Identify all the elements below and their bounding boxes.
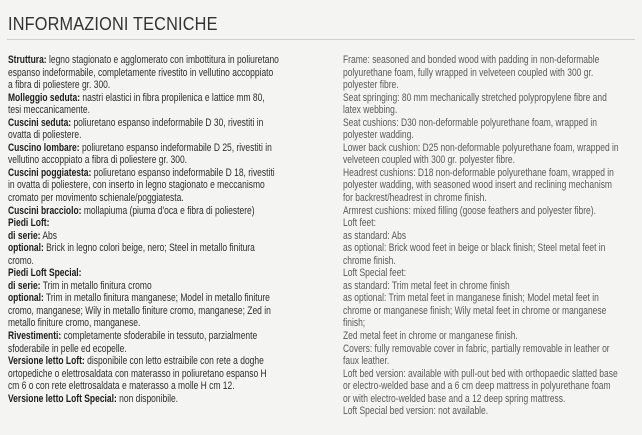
spec-label: di serie: xyxy=(8,229,41,242)
spec-text: poliuretano espanso indeformabile D 30, rivestiti in ovatta di poliestere. xyxy=(8,116,264,142)
spec-text: Abs xyxy=(40,229,58,242)
spec-label: Cuscini poggiatesta: xyxy=(8,166,92,179)
spec-paragraph-it xyxy=(8,393,280,406)
spec-paragraph-en: Loft Special bed version: not available. xyxy=(343,405,489,418)
spec-text: poliuretano espanso indeformabile D 18, rivestiti in ovatta di poliestere, con inserto in legno stagionato e meccanismo cromato per movimento schienale/poggiatesta. xyxy=(8,166,275,205)
spec-paragraph-it xyxy=(8,92,280,117)
spec-paragraph-en: Covers: fully removable cover in fabric, partially removable in leather or faux leather. xyxy=(343,342,610,368)
spec-text: poliuretano espanso indeformabile D 25, rivestiti in vellutino accoppiato a fibra di poliestere gr. 300. xyxy=(8,141,272,167)
spec-paragraph-en: as optional: Brick wood feet in beige or black finish; Steel metal feet in chrome finish. xyxy=(343,242,606,267)
spec-paragraph-en: as standard: Abs xyxy=(343,229,407,242)
spec-paragraph-it xyxy=(8,230,280,243)
spec-paragraph-en: Loft Special feet: xyxy=(343,267,407,280)
spec-label: di serie: xyxy=(8,279,41,292)
spec-label: Versione letto Loft: xyxy=(8,355,85,368)
spec-paragraph-en: as optional: Trim metal feet in manganese finish; Model metal feet in chrome or manganese finish; Wily metal feet in chrome or manganese finish; xyxy=(343,292,607,330)
spec-label: Piedi Loft: xyxy=(8,217,50,230)
spec-text: Brick in legno colori beige, nero; Steel in metallo finitura cromo. xyxy=(8,242,255,267)
spec-paragraph-en: Lower back cushion: D25 non-deformable polyurethane foam, wrapped in velveteen coupled with 300 gr. polyester fibre. xyxy=(343,141,619,167)
spec-paragraph-it xyxy=(8,54,280,92)
spec-label: Versione letto Loft Special: xyxy=(8,392,117,405)
spec-text: legno stagionato e agglomerato con imbottitura in poliuretano espanso indeformabile, completamente rivestito in vellutino accoppiato a fibra di poliestere gr. 300. xyxy=(8,54,279,92)
italian-specs-column xyxy=(8,54,280,405)
spec-paragraph-en: as standard: Trim metal feet in chrome finish xyxy=(343,279,510,292)
spec-paragraph-en: Loft feet: xyxy=(343,217,376,230)
spec-text: nastri elastici in fibra propilenica e lattice mm 80, tesi meccanicamente. xyxy=(8,91,265,117)
spec-text: completamente sfoderabile in tessuto, parzialmente sfoderabile in pelle ed ecopelle. xyxy=(8,330,258,355)
spec-label: Cuscino lombare: xyxy=(8,141,80,154)
spec-paragraph-it xyxy=(8,167,280,205)
spec-paragraph-it xyxy=(8,142,280,167)
spec-text: mollapiuma (piuma d'oca e fibra di poliestere) xyxy=(81,204,255,217)
spec-paragraph-en: Loft bed version: available with pull-out bed with orthopaedic slatted base or electro-welded base and a 6 cm deep mattress in polyurethane foam or with electro-welded base and a 12 deep spring mattress. xyxy=(343,367,618,405)
spec-label: optional: xyxy=(8,292,44,305)
spec-paragraph-it xyxy=(8,242,280,267)
title-divider xyxy=(7,39,635,40)
spec-paragraph-en: Seat springing: 80 mm mechanically stretched polypropylene fibre and latex webbing. xyxy=(343,91,607,117)
spec-text: disponibile con letto estraibile con rete a doghe ortopediche o elettrosaldata con materasso in poliuretano espanso H cm 6 o con rete elettrosaldata e materasso a molle H cm 12. xyxy=(8,355,267,393)
spec-paragraph-it xyxy=(8,292,280,330)
spec-label: Molleggio seduta: xyxy=(8,91,81,104)
spec-label: optional: xyxy=(8,242,44,255)
spec-paragraph-it xyxy=(8,205,280,218)
spec-label: Cuscini bracciolo: xyxy=(8,204,82,217)
spec-paragraph-en: Armrest cushions: mixed filling (goose feathers and polyester fibre). xyxy=(343,204,596,217)
english-specs-column xyxy=(343,54,619,418)
spec-text: Trim in metallo finitura manganese; Model in metallo finiture cromo, manganese; Wily in metallo finiture cromo, manganese; Zed in metallo finiture cromo, manganese. xyxy=(8,292,271,330)
spec-paragraph-it xyxy=(8,217,280,230)
spec-paragraph-it xyxy=(8,355,280,393)
spec-paragraph-it xyxy=(8,267,280,280)
spec-text: Trim in metallo finitura cromo xyxy=(40,279,152,292)
spec-label: Struttura: xyxy=(8,54,47,66)
spec-paragraph-it xyxy=(8,280,280,293)
spec-paragraph-en: Headrest cushions: D18 non-deformable polyurethane foam, wrapped in polyester wadding, with seasoned wood insert and reclining mechanism for backrest/headrest in chrome finish. xyxy=(343,166,614,205)
spec-label: Rivestimenti: xyxy=(8,330,62,343)
page-title: INFORMAZIONI TECNICHE xyxy=(8,13,218,34)
spec-paragraph-en: Seat cushions: D30 non-deformable polyurethane foam, wrapped in polyester wadding. xyxy=(343,116,597,142)
spec-paragraph-it xyxy=(8,117,280,142)
spec-paragraph-en: Frame: seasoned and bonded wood with padding in non-deformable polyurethane foam, fully wrapped in velveteen coupled with 300 gr. polyester fibre. xyxy=(343,54,600,92)
spec-paragraph-en: Zed metal feet in chrome or manganese finish. xyxy=(343,330,518,343)
spec-text: non disponibile. xyxy=(116,392,179,405)
spec-label: Piedi Loft Special: xyxy=(8,267,82,280)
spec-label: Cuscini seduta: xyxy=(8,116,72,129)
spec-paragraph-it xyxy=(8,330,280,355)
